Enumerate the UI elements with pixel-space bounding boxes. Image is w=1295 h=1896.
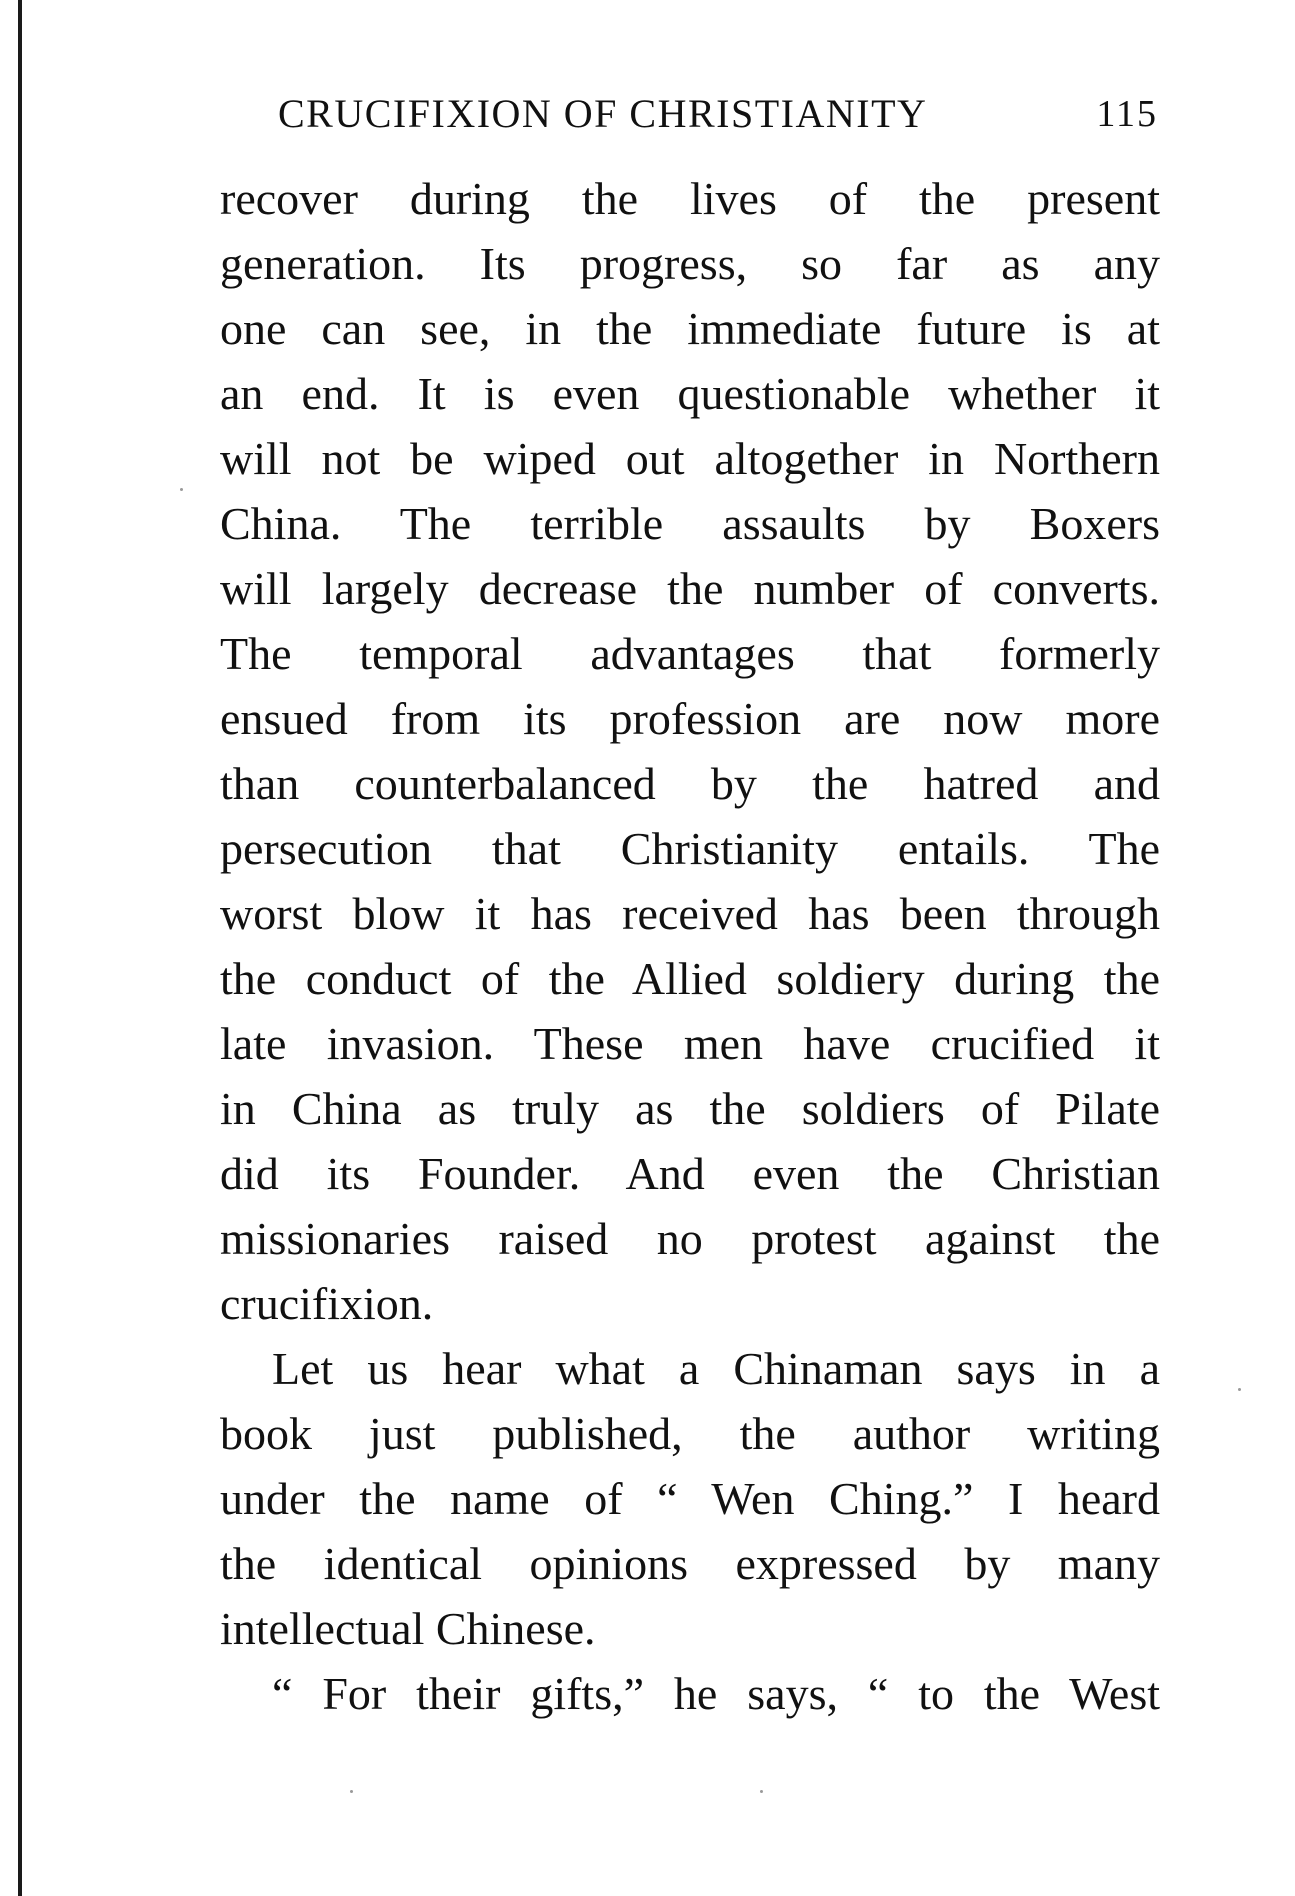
text-line: ensued from its profession are now more — [220, 693, 1160, 744]
text-line: generation. Its progress, so far as any — [220, 238, 1160, 289]
text-line: recover during the lives of the present — [220, 173, 1160, 224]
page-number: 115 — [1096, 93, 1158, 135]
print-speck — [760, 1790, 763, 1793]
text-line: late invasion. These men have crucified it — [220, 1018, 1160, 1069]
text-line: than counterbalanced by the hatred and — [220, 758, 1160, 809]
text-line: will not be wiped out altogether in Northern — [220, 433, 1160, 484]
running-head — [278, 84, 1158, 144]
paragraph-start-line: Let us hear what a Chinaman says in a — [272, 1343, 1160, 1394]
page-binding-edge — [18, 0, 22, 1896]
print-speck — [1238, 1388, 1241, 1391]
running-head-title: CRUCIFIXION OF CHRISTIANITY — [278, 91, 928, 136]
body-text — [220, 166, 1160, 1726]
text-line: one can see, in the immediate future is at — [220, 303, 1160, 354]
text-line: book just published, the author writing — [220, 1408, 1160, 1459]
print-speck — [350, 1790, 353, 1793]
text-line: worst blow it has received has been through — [220, 888, 1160, 939]
text-line: the identical opinions expressed by many — [220, 1538, 1160, 1589]
text-line: missionaries raised no protest against the — [220, 1213, 1160, 1264]
paragraph-end-line: intellectual Chinese. — [220, 1603, 596, 1654]
text-line: in China as truly as the soldiers of Pilate — [220, 1083, 1160, 1134]
text-line: the conduct of the Allied soldiery during the — [220, 953, 1160, 1004]
text-line: did its Founder. And even the Christian — [220, 1148, 1160, 1199]
text-line: will largely decrease the number of converts. — [220, 563, 1160, 614]
text-line: The temporal advantages that formerly — [220, 628, 1160, 679]
text-line: under the name of “ Wen Ching.” I heard — [220, 1473, 1160, 1524]
print-speck — [180, 488, 183, 491]
paragraph-end-line: crucifixion. — [220, 1278, 434, 1329]
text-line: China. The terrible assaults by Boxers — [220, 498, 1160, 549]
paragraph-start-line: “ For their gifts,” he says, “ to the West — [272, 1668, 1160, 1719]
text-line: an end. It is even questionable whether it — [220, 368, 1160, 419]
text-line: persecution that Christianity entails. The — [220, 823, 1160, 874]
